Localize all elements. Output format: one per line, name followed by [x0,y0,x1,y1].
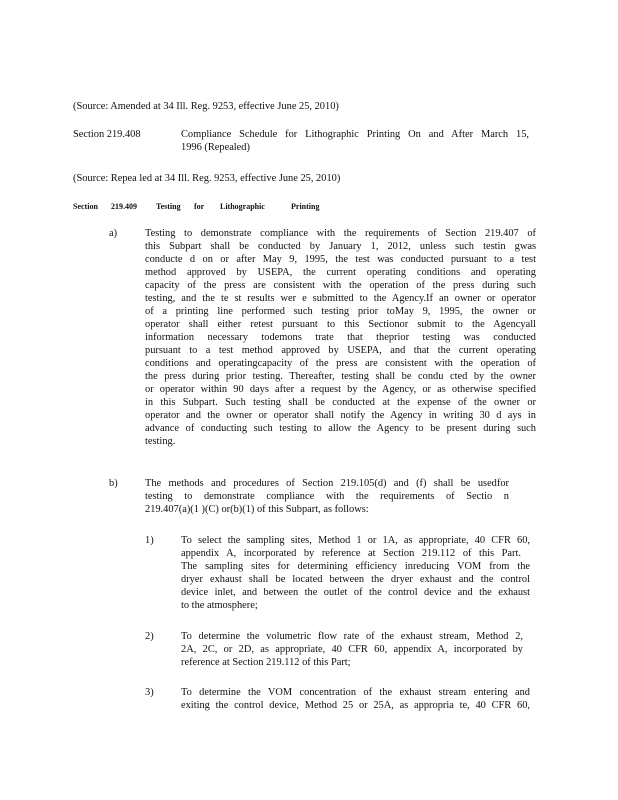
source-note-1: (Source: Amended at 34 Ill. Reg. 9253, effective June 25, 2010) [73,101,339,112]
para-a-line: of a printing line performed such testing prior toMay 9, 1995, the owner or [145,306,536,317]
para-b-line: The methods and procedures of Section 219.105(d) and (f) shall be usedfor [145,478,509,489]
source-note-2: (Source: Repea led at 34 Ill. Reg. 9253, effective June 25, 2010) [73,173,341,184]
para-a-line: or operator within 90 days after a request by the Agency, or as otherwise specified [145,384,536,395]
item-1-label: 1) [145,535,154,546]
para-b-label: b) [109,478,118,489]
heading-word: Printing [291,202,320,211]
item-2-body [181,630,523,669]
section-408-title-line: 1996 (Repealed) [181,142,250,153]
para-a-line: this Subpart shall be conducted by January 1, 2012, unless such testin gwas [145,241,536,252]
para-a-line: in this Subpart. Such testing shall be conducted at the expense of the owner or [145,397,536,408]
item-3-line: exiting the control device, Method 25 or 25A, as appropria te, 40 CFR 60, [181,700,530,711]
para-a-line: operator and the owner or operator shall notify the Agency in writing 30 d ays in [145,410,536,421]
para-a-line: testing. [145,436,176,447]
para-a-line: testing, and the te st results wer e submitted to the Agency.If an owner or operator [145,293,536,304]
item-1-line: to the atmosphere; [181,600,258,611]
item-1-line: dryer exhaust shall be located between the dryer exhaust and the control [181,574,530,585]
item-1-line: To select the sampling sites, Method 1 or 1A, as appropriate, 40 CFR 60, [181,535,530,546]
para-b-line: 219.407(a)(1 )(C) or(b)(1) of this Subpart, as follows: [145,504,369,515]
para-a-line: information necessary todemons trate that theprior testing was conducted [145,332,536,343]
item-1-line: device inlet, and between the outlet of the control device and the exhaust [181,587,530,598]
para-a-line: Testing to demonstrate compliance with the requirements of Section 219.407 of [145,228,536,239]
para-a-line: pursuant to a test method approved by USEPA, and that the current operating [145,345,536,356]
para-a-line: conditions and operatingcapacity of the press are consistent with the operation of [145,358,536,369]
item-1-line: The sampling sites for determining efficiency inreducing VOM from the [181,561,530,572]
heading-section-word: Section [73,202,98,211]
item-2-line: To determine the volumetric flow rate of the exhaust stream, Method 2, [181,631,523,642]
para-b-line: testing to demonstrate compliance with the requirements of Sectio n [145,491,509,502]
item-1-line: appendix A, incorporated by reference at Section 219.112 of this Part. [181,548,521,559]
heading-word: for [194,202,205,211]
item-3-label: 3) [145,687,154,698]
item-2-label: 2) [145,631,154,642]
section-409-heading [73,200,319,213]
para-a-line: method approved by USEPA, the current operating conditions and operating [145,267,536,278]
item-3-body [181,686,530,712]
section-408-title [181,128,529,154]
para-a-body [145,227,536,448]
heading-word: Lithographic [220,202,265,211]
item-2-line: 2A, 2C, or 2D, as appropriate, 40 CFR 60, appendix A, incorporated by [181,644,523,655]
para-a-line: capacity of the press are consistent with the operation of the press during such [145,280,536,291]
heading-word: Testing [156,202,181,211]
para-a-line: advance of conducting such testing to allow the Agency to be present during such [145,423,536,434]
section-408-title-line: Compliance Schedule for Lithographic Printing On and After March 15, [181,129,529,140]
para-a-line: operator shall either retest pursuant to this Sectionor submit to the Agencyall [145,319,536,330]
para-a-line: the press during prior testing. Thereafter, testing shall be condu cted by the owner [145,371,536,382]
section-408-label: Section 219.408 [73,129,141,140]
para-a-line: conducte d on or after May 9, 1995, the test was conducted pursuant to a test [145,254,536,265]
item-1-body [181,534,530,612]
item-2-line: reference at Section 219.112 of this Part; [181,657,351,668]
para-b-body [145,477,509,516]
item-3-line: To determine the VOM concentration of the exhaust stream entering and [181,687,530,698]
heading-section-number: 219.409 [111,202,137,211]
para-a-label: a) [109,228,118,239]
